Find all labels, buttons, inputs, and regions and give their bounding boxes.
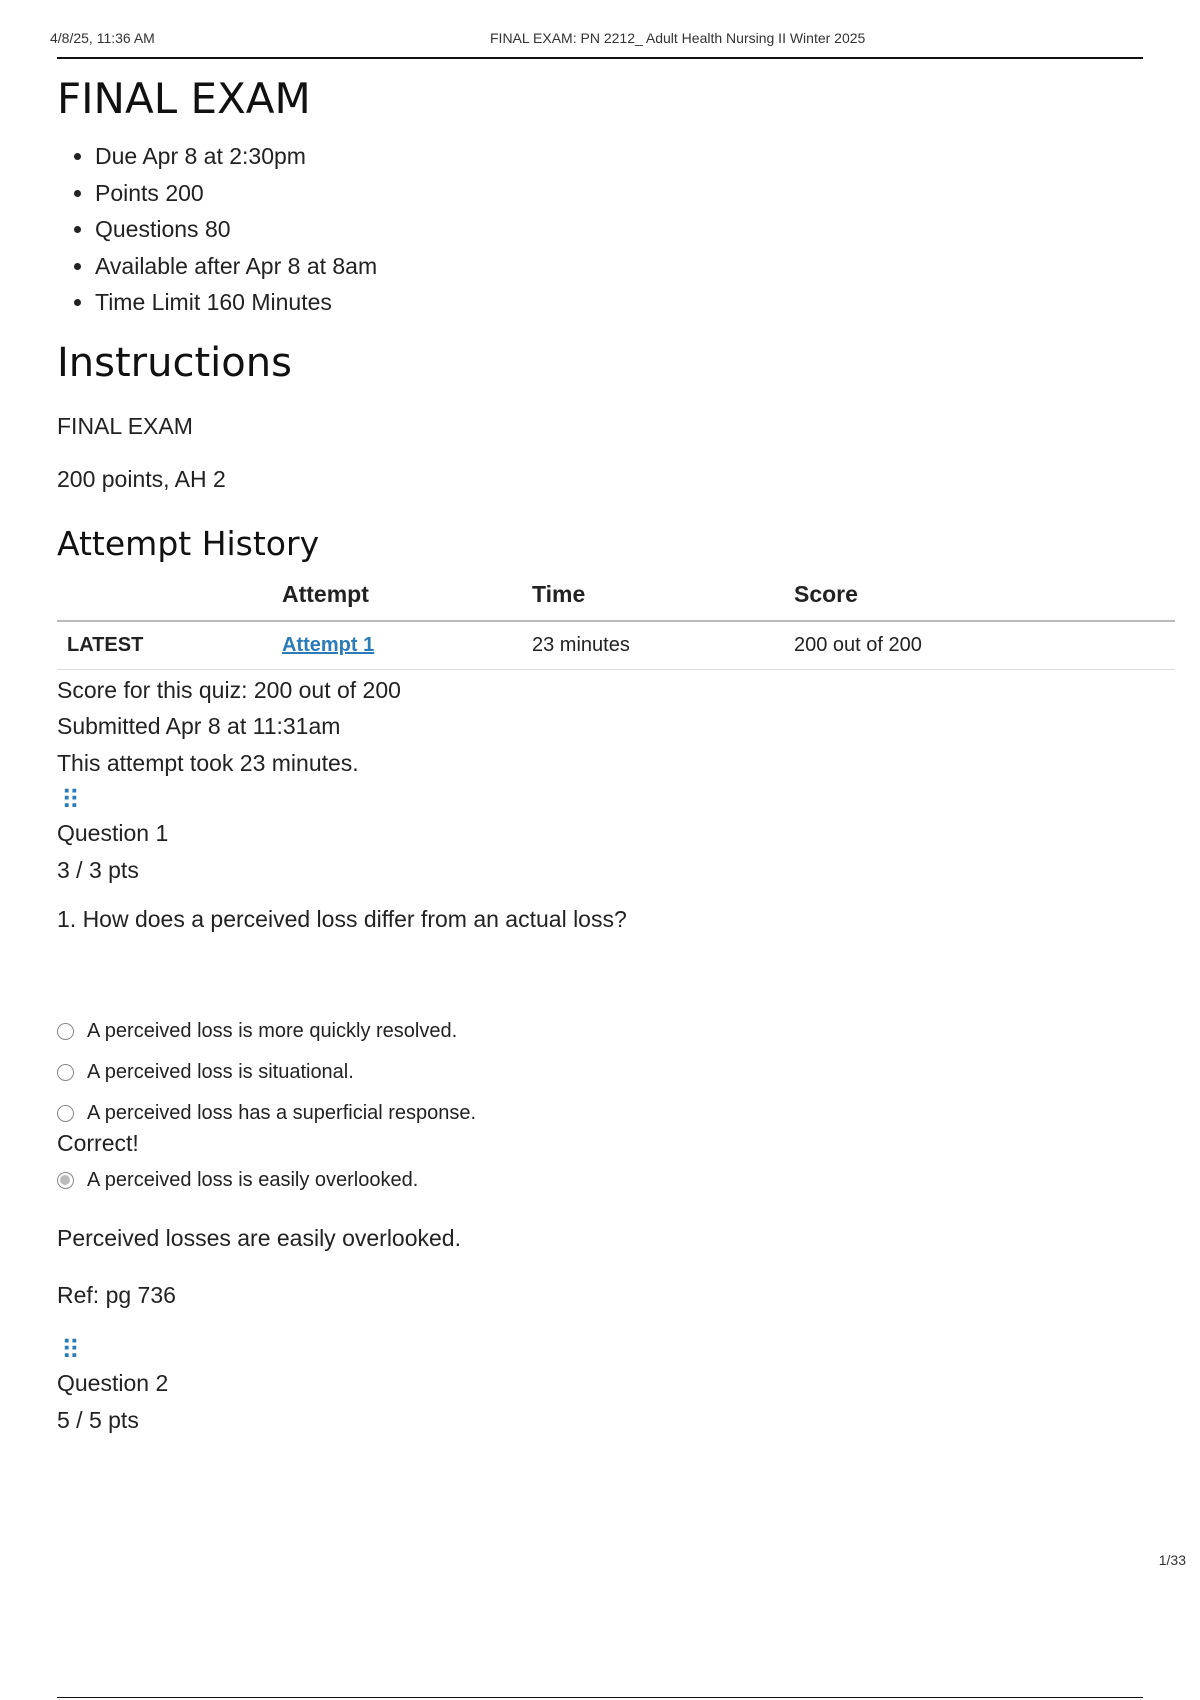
meta-due: • Due Apr 8 at 2:30pm (95, 138, 1177, 175)
answer-option[interactable] (57, 1052, 1177, 1093)
answer-text: A perceived loss is more quickly resolved. (87, 1020, 458, 1043)
meta-time-limit: • Time Limit 160 Minutes (95, 284, 1177, 321)
submitted-time: Submitted Apr 8 at 11:31am (57, 713, 341, 740)
attempt-duration: This attempt took 23 minutes. (57, 749, 359, 776)
radio-button[interactable] (57, 1023, 74, 1040)
meta-points: • Points 200 (95, 175, 1177, 212)
radio-button[interactable] (57, 1105, 74, 1122)
radio-button-selected[interactable] (57, 1172, 74, 1189)
drag-handle-icon[interactable]: ⠿ (61, 1335, 79, 1366)
header-divider (57, 57, 1143, 59)
column-header-blank (57, 580, 282, 621)
answer-text: A perceived loss is situational. (87, 1061, 354, 1084)
column-header-score: Score (794, 580, 1175, 621)
question-2-label: Question 2 (57, 1370, 169, 1397)
answer-reference: Ref: pg 736 (57, 1282, 176, 1309)
meta-questions: • Questions 80 (95, 211, 1177, 248)
answer-feedback: Perceived losses are easily overlooked. (57, 1225, 461, 1252)
answer-text: A perceived loss has a superficial response. (87, 1102, 477, 1125)
quiz-content (57, 64, 1177, 1438)
meta-available: • Available after Apr 8 at 8am (95, 248, 1177, 285)
instructions-line-1: FINAL EXAM (57, 412, 193, 439)
column-header-time: Time (532, 580, 794, 621)
page-number: 1/33 (1158, 1552, 1186, 1568)
answer-text: A perceived loss is easily overlooked. (87, 1169, 419, 1192)
question-1-label: Question 1 (57, 820, 169, 847)
instructions-heading: Instructions (57, 339, 292, 386)
correct-label: Correct! (57, 1130, 139, 1157)
footer-divider (57, 1697, 1143, 1698)
table-row (57, 621, 1175, 670)
time-cell: 23 minutes (532, 621, 794, 670)
question-1-text: 1. How does a perceived loss differ from an actual loss? (57, 906, 627, 933)
radio-button[interactable] (57, 1064, 74, 1081)
attempt-1-link[interactable]: Attempt 1 (282, 633, 375, 656)
answer-option[interactable] (57, 1011, 1177, 1052)
question-1-points: 3 / 3 pts (57, 856, 139, 883)
drag-handle-icon[interactable]: ⠿ (61, 785, 79, 816)
attempt-cell (282, 621, 532, 670)
attempt-history-heading: Attempt History (57, 523, 320, 563)
quiz-summary (57, 672, 1177, 782)
page-title: FINAL EXAM (57, 74, 311, 123)
column-header-attempt: Attempt (282, 580, 532, 621)
score-cell: 200 out of 200 (794, 621, 1175, 670)
quiz-meta-list (57, 138, 1177, 321)
attempt-history-table (57, 580, 1175, 670)
question-2-points: 5 / 5 pts (57, 1406, 139, 1433)
print-date: 4/8/25, 11:36 AM (50, 30, 155, 46)
print-title: FINAL EXAM: PN 2212_ Adult Health Nursing II Winter 2025 (490, 30, 866, 46)
latest-badge: LATEST (57, 621, 282, 670)
answer-option-selected[interactable] (57, 1160, 1177, 1201)
quiz-score: Score for this quiz: 200 out of 200 (57, 676, 401, 703)
question-1-answers (57, 1011, 1177, 1201)
table-header-row (57, 580, 1175, 621)
print-header (50, 28, 1142, 56)
instructions-line-2: 200 points, AH 2 (57, 465, 226, 492)
